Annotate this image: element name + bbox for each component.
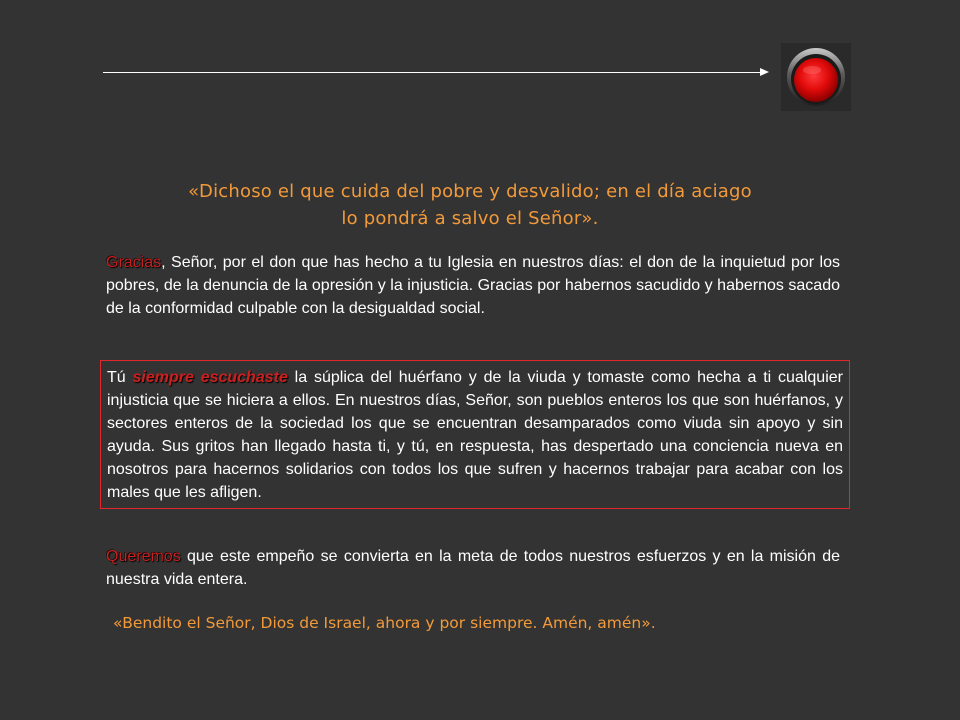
paragraph-siempre-escuchaste-box	[100, 360, 850, 509]
paragraph-siempre-text: la súplica del huérfano y de la viuda y tomaste como hecha a ti cualquier injusticia que se hiciera a ellos. En nuestros días, Señor, son pueblos enteros los que son huérfanos, y sectores enteros de la sociedad los que se encuentran desamparados como viuda sin apoyo y sin ayuda. Sus gritos han llegado hasta ti, y tú, en respuesta, has despertado una conciencia nueva en nosotros para hacernos solidarios con todos los que sufren y hacernos trabajar para acabar con los males que les afligen.	[107, 369, 843, 501]
arrow-line	[103, 72, 761, 73]
opening-quote	[100, 178, 840, 232]
red-record-button-icon	[781, 43, 851, 111]
paragraph-queremos	[106, 545, 840, 591]
opening-quote-line-2: lo pondrá a salvo el Señor».	[341, 208, 599, 229]
paragraph-gracias-text: , Señor, por el don que has hecho a tu Iglesia en nuestros días: el don de la inquietud por los pobres, de la denuncia de la opresión y la injusticia. Gracias por habernos sacudido y habernos sacado de la conformidad culpable con la desigualdad social.	[106, 254, 840, 317]
paragraph-gracias	[106, 251, 840, 320]
paragraph-gracias-lead: Gracias	[106, 254, 162, 271]
closing-quote: «Bendito el Señor, Dios de Israel, ahora y por siempre. Amén, amén».	[113, 614, 656, 632]
arrow-head-icon	[760, 68, 769, 76]
paragraph-queremos-text: que este empeño se convierta en la meta de todos nuestros esfuerzos y en la misión de nuestra vida entera.	[106, 548, 840, 588]
paragraph-siempre-lead: siempre escuchaste	[132, 369, 288, 386]
record-button[interactable]	[781, 43, 851, 111]
paragraph-siempre-prefix: Tú	[107, 369, 133, 386]
opening-quote-line-1: «Dichoso el que cuida del pobre y desvalido; en el día aciago	[188, 181, 752, 202]
paragraph-queremos-lead: Queremos	[106, 548, 181, 565]
